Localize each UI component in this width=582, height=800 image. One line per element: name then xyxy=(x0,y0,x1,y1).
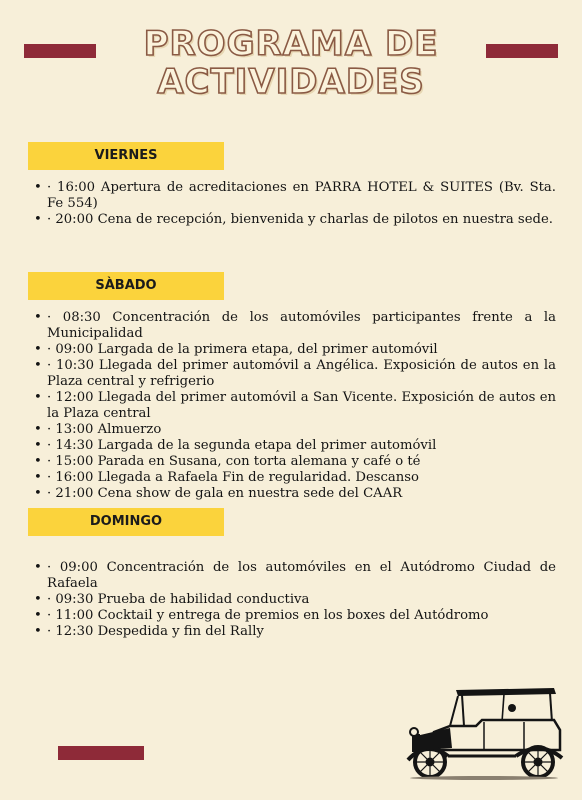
schedule-item: • · 21:00 Cena show de gala en nuestra sede del CAAR xyxy=(32,486,556,502)
schedule-item: • · 09:30 Prueba de habilidad conductiva xyxy=(32,592,556,608)
day-banner-domingo: DOMINGO xyxy=(28,508,224,536)
decorative-bar-bottom xyxy=(58,746,144,760)
page-title-line-1: PROGRAMA DE xyxy=(143,24,439,64)
schedule-item: • · 08:30 Concentración de los automóviles participantes frente a la Municipalidad xyxy=(32,310,556,342)
schedule-list-viernes xyxy=(32,180,556,228)
schedule-item: • · 09:00 Largada de la primera etapa, del primer automóvil xyxy=(32,342,556,358)
schedule-item: • · 12:30 Despedida y fin del Rally xyxy=(32,624,556,640)
schedule-item: • · 20:00 Cena de recepción, bienvenida y charlas de pilotos en nuestra sede. xyxy=(32,212,556,228)
schedule-item: • · 14:30 Largada de la segunda etapa del primer automóvil xyxy=(32,438,556,454)
day-banner-sabado: SÀBADO xyxy=(28,272,224,300)
page-title-line-2: ACTIVIDADES xyxy=(157,62,425,102)
schedule-list-domingo xyxy=(32,560,556,640)
schedule-item: • · 09:00 Concentración de los automóviles en el Autódromo Ciudad de Rafaela xyxy=(32,560,556,592)
schedule-item: • · 16:00 Llegada a Rafaela Fin de regularidad. Descanso xyxy=(32,470,556,486)
schedule-list-sabado xyxy=(32,310,556,502)
schedule-item: • · 10:30 Llegada del primer automóvil a Angélica. Exposición de autos en la Plaza central y refrigerio xyxy=(32,358,556,390)
schedule-item: • · 12:00 Llegada del primer automóvil a San Vicente. Exposición de autos en la Plaza central xyxy=(32,390,556,422)
schedule-item: • · 13:00 Almuerzo xyxy=(32,422,556,438)
day-banner-viernes: VIERNES xyxy=(28,142,224,170)
schedule-item: • · 15:00 Parada en Susana, con torta alemana y café o té xyxy=(32,454,556,470)
vintage-car-icon xyxy=(404,680,564,780)
schedule-item: • · 16:00 Apertura de acreditaciones en PARRA HOTEL & SUITES (Bv. Sta. Fe 554) xyxy=(32,180,556,212)
schedule-item: • · 11:00 Cocktail y entrega de premios en los boxes del Autódromo xyxy=(32,608,556,624)
